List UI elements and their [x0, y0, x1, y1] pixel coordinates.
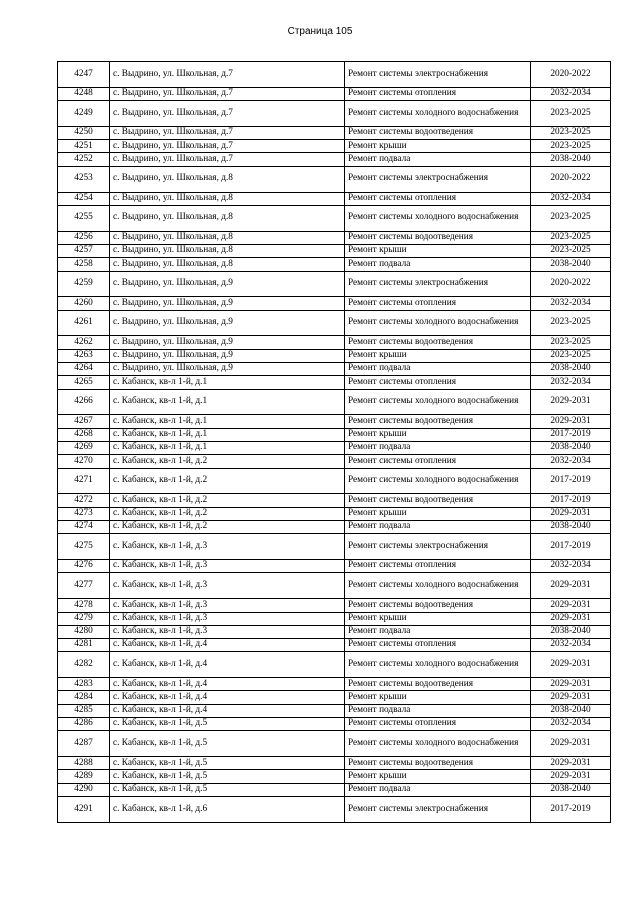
period-cell: 2038-2040 — [531, 153, 611, 166]
table-row — [58, 442, 611, 455]
work-type-cell: Ремонт системы водоотведения — [345, 415, 531, 428]
table-row — [58, 652, 611, 678]
work-type-cell: Ремонт крыши — [345, 507, 531, 520]
table-row — [58, 718, 611, 731]
address-cell: с. Выдрино, ул. Школьная, д.9 — [110, 297, 345, 310]
address-cell: с. Кабанск, кв-л 1-й, д.2 — [110, 455, 345, 468]
period-cell: 2032-2034 — [531, 455, 611, 468]
address-cell: с. Кабанск, кв-л 1-й, д.4 — [110, 639, 345, 652]
table-row — [58, 573, 611, 599]
period-cell: 2023-2025 — [531, 310, 611, 336]
table-row — [58, 494, 611, 507]
work-type-cell: Ремонт подвала — [345, 521, 531, 534]
table-row — [58, 560, 611, 573]
period-cell: 2020-2022 — [531, 62, 611, 88]
work-type-cell: Ремонт системы отопления — [345, 376, 531, 389]
address-cell: с. Выдрино, ул. Школьная, д.8 — [110, 231, 345, 244]
row-number-cell: 4288 — [58, 757, 110, 770]
address-cell: с. Кабанск, кв-л 1-й, д.4 — [110, 691, 345, 704]
row-number-cell: 4285 — [58, 704, 110, 717]
table-row — [58, 101, 611, 127]
row-number-cell: 4278 — [58, 599, 110, 612]
table-row — [58, 205, 611, 231]
row-number-cell: 4274 — [58, 521, 110, 534]
address-cell: с. Кабанск, кв-л 1-й, д.1 — [110, 376, 345, 389]
table-row — [58, 731, 611, 757]
address-cell: с. Кабанск, кв-л 1-й, д.5 — [110, 783, 345, 796]
period-cell: 2029-2031 — [531, 612, 611, 625]
row-number-cell: 4254 — [58, 192, 110, 205]
table-row — [58, 310, 611, 336]
address-cell: с. Выдрино, ул. Школьная, д.9 — [110, 336, 345, 349]
work-type-cell: Ремонт системы водоотведения — [345, 494, 531, 507]
work-type-cell: Ремонт системы электроснабжения — [345, 271, 531, 297]
table-row — [58, 612, 611, 625]
work-type-cell: Ремонт крыши — [345, 428, 531, 441]
work-type-cell: Ремонт системы водоотведения — [345, 757, 531, 770]
row-number-cell: 4267 — [58, 415, 110, 428]
period-cell: 2017-2019 — [531, 428, 611, 441]
period-cell: 2032-2034 — [531, 87, 611, 100]
work-type-cell: Ремонт системы отопления — [345, 639, 531, 652]
row-number-cell: 4284 — [58, 691, 110, 704]
address-cell: с. Выдрино, ул. Школьная, д.7 — [110, 126, 345, 139]
period-cell: 2020-2022 — [531, 166, 611, 192]
table-row — [58, 534, 611, 560]
period-cell: 2029-2031 — [531, 389, 611, 415]
period-cell: 2029-2031 — [531, 757, 611, 770]
address-cell: с. Кабанск, кв-л 1-й, д.5 — [110, 757, 345, 770]
table-row — [58, 468, 611, 494]
address-cell: с. Кабанск, кв-л 1-й, д.2 — [110, 507, 345, 520]
row-number-cell: 4271 — [58, 468, 110, 494]
table-row — [58, 678, 611, 691]
period-cell: 2017-2019 — [531, 494, 611, 507]
period-cell: 2023-2025 — [531, 349, 611, 362]
period-cell: 2029-2031 — [531, 770, 611, 783]
work-type-cell: Ремонт крыши — [345, 244, 531, 257]
address-cell: с. Кабанск, кв-л 1-й, д.2 — [110, 468, 345, 494]
work-type-cell: Ремонт системы отопления — [345, 560, 531, 573]
row-number-cell: 4253 — [58, 166, 110, 192]
work-type-cell: Ремонт системы холодного водоснабжения — [345, 573, 531, 599]
row-number-cell: 4251 — [58, 140, 110, 153]
row-number-cell: 4260 — [58, 297, 110, 310]
address-cell: с. Выдрино, ул. Школьная, д.9 — [110, 310, 345, 336]
work-type-cell: Ремонт крыши — [345, 691, 531, 704]
table-row — [58, 271, 611, 297]
period-cell: 2032-2034 — [531, 718, 611, 731]
period-cell: 2038-2040 — [531, 783, 611, 796]
address-cell: с. Выдрино, ул. Школьная, д.7 — [110, 153, 345, 166]
address-cell: с. Кабанск, кв-л 1-й, д.4 — [110, 678, 345, 691]
row-number-cell: 4281 — [58, 639, 110, 652]
table-row — [58, 625, 611, 638]
work-type-cell: Ремонт системы водоотведения — [345, 336, 531, 349]
row-number-cell: 4277 — [58, 573, 110, 599]
address-cell: с. Кабанск, кв-л 1-й, д.3 — [110, 599, 345, 612]
row-number-cell: 4289 — [58, 770, 110, 783]
row-number-cell: 4264 — [58, 363, 110, 376]
period-cell: 2023-2025 — [531, 126, 611, 139]
row-number-cell: 4259 — [58, 271, 110, 297]
address-cell: с. Выдрино, ул. Школьная, д.8 — [110, 244, 345, 257]
table-row — [58, 231, 611, 244]
period-cell: 2032-2034 — [531, 376, 611, 389]
repair-schedule-table — [57, 61, 611, 823]
period-cell: 2023-2025 — [531, 140, 611, 153]
work-type-cell: Ремонт крыши — [345, 140, 531, 153]
period-cell: 2038-2040 — [531, 625, 611, 638]
work-type-cell: Ремонт системы электроснабжения — [345, 797, 531, 823]
address-cell: с. Кабанск, кв-л 1-й, д.4 — [110, 652, 345, 678]
work-type-cell: Ремонт системы холодного водоснабжения — [345, 652, 531, 678]
period-cell: 2038-2040 — [531, 704, 611, 717]
period-cell: 2023-2025 — [531, 336, 611, 349]
address-cell: с. Выдрино, ул. Школьная, д.7 — [110, 101, 345, 127]
address-cell: с. Кабанск, кв-л 1-й, д.5 — [110, 770, 345, 783]
table-row — [58, 297, 611, 310]
page-number-label: Страница 105 — [287, 26, 353, 37]
table-row — [58, 599, 611, 612]
row-number-cell: 4262 — [58, 336, 110, 349]
row-number-cell: 4258 — [58, 258, 110, 271]
address-cell: с. Выдрино, ул. Школьная, д.8 — [110, 205, 345, 231]
work-type-cell: Ремонт системы холодного водоснабжения — [345, 468, 531, 494]
period-cell: 2023-2025 — [531, 244, 611, 257]
address-cell: с. Кабанск, кв-л 1-й, д.3 — [110, 612, 345, 625]
work-type-cell: Ремонт подвала — [345, 258, 531, 271]
address-cell: с. Выдрино, ул. Школьная, д.9 — [110, 349, 345, 362]
row-number-cell: 4249 — [58, 101, 110, 127]
address-cell: с. Выдрино, ул. Школьная, д.7 — [110, 62, 345, 88]
work-type-cell: Ремонт системы водоотведения — [345, 126, 531, 139]
address-cell: с. Кабанск, кв-л 1-й, д.1 — [110, 442, 345, 455]
address-cell: с. Кабанск, кв-л 1-й, д.5 — [110, 718, 345, 731]
table-row — [58, 521, 611, 534]
row-number-cell: 4290 — [58, 783, 110, 796]
table-row — [58, 507, 611, 520]
address-cell: с. Выдрино, ул. Школьная, д.7 — [110, 140, 345, 153]
address-cell: с. Кабанск, кв-л 1-й, д.2 — [110, 494, 345, 507]
period-cell: 2029-2031 — [531, 652, 611, 678]
row-number-cell: 4268 — [58, 428, 110, 441]
period-cell: 2038-2040 — [531, 442, 611, 455]
period-cell: 2023-2025 — [531, 205, 611, 231]
address-cell: с. Кабанск, кв-л 1-й, д.6 — [110, 797, 345, 823]
table-row — [58, 258, 611, 271]
period-cell: 2017-2019 — [531, 534, 611, 560]
table-row — [58, 87, 611, 100]
table-row — [58, 639, 611, 652]
period-cell: 2029-2031 — [531, 731, 611, 757]
table-row — [58, 691, 611, 704]
work-type-cell: Ремонт системы холодного водоснабжения — [345, 731, 531, 757]
period-cell: 2017-2019 — [531, 468, 611, 494]
table-row — [58, 363, 611, 376]
table-row — [58, 166, 611, 192]
row-number-cell: 4248 — [58, 87, 110, 100]
work-type-cell: Ремонт системы холодного водоснабжения — [345, 310, 531, 336]
table-row — [58, 783, 611, 796]
work-type-cell: Ремонт крыши — [345, 349, 531, 362]
period-cell: 2020-2022 — [531, 271, 611, 297]
table-row — [58, 62, 611, 88]
work-type-cell: Ремонт системы водоотведения — [345, 678, 531, 691]
work-type-cell: Ремонт системы отопления — [345, 192, 531, 205]
work-type-cell: Ремонт системы отопления — [345, 455, 531, 468]
work-type-cell: Ремонт системы отопления — [345, 297, 531, 310]
work-type-cell: Ремонт системы электроснабжения — [345, 166, 531, 192]
row-number-cell: 4247 — [58, 62, 110, 88]
row-number-cell: 4280 — [58, 625, 110, 638]
row-number-cell: 4291 — [58, 797, 110, 823]
table-body — [58, 62, 611, 823]
work-type-cell: Ремонт системы водоотведения — [345, 599, 531, 612]
work-type-cell: Ремонт системы водоотведения — [345, 231, 531, 244]
address-cell: с. Кабанск, кв-л 1-й, д.1 — [110, 415, 345, 428]
row-number-cell: 4255 — [58, 205, 110, 231]
table-row — [58, 192, 611, 205]
work-type-cell: Ремонт подвала — [345, 625, 531, 638]
row-number-cell: 4276 — [58, 560, 110, 573]
table-row — [58, 376, 611, 389]
period-cell: 2038-2040 — [531, 363, 611, 376]
row-number-cell: 4272 — [58, 494, 110, 507]
work-type-cell: Ремонт системы холодного водоснабжения — [345, 205, 531, 231]
work-type-cell: Ремонт системы отопления — [345, 87, 531, 100]
work-type-cell: Ремонт крыши — [345, 770, 531, 783]
period-cell: 2029-2031 — [531, 678, 611, 691]
address-cell: с. Кабанск, кв-л 1-й, д.2 — [110, 521, 345, 534]
row-number-cell: 4279 — [58, 612, 110, 625]
address-cell: с. Кабанск, кв-л 1-й, д.4 — [110, 704, 345, 717]
period-cell: 2017-2019 — [531, 797, 611, 823]
table-row — [58, 757, 611, 770]
row-number-cell: 4269 — [58, 442, 110, 455]
address-cell: с. Кабанск, кв-л 1-й, д.3 — [110, 625, 345, 638]
address-cell: с. Кабанск, кв-л 1-й, д.3 — [110, 534, 345, 560]
table-row — [58, 455, 611, 468]
row-number-cell: 4252 — [58, 153, 110, 166]
table-row — [58, 349, 611, 362]
address-cell: с. Кабанск, кв-л 1-й, д.1 — [110, 428, 345, 441]
work-type-cell: Ремонт подвала — [345, 704, 531, 717]
period-cell: 2032-2034 — [531, 297, 611, 310]
period-cell: 2029-2031 — [531, 599, 611, 612]
row-number-cell: 4263 — [58, 349, 110, 362]
row-number-cell: 4273 — [58, 507, 110, 520]
work-type-cell: Ремонт подвала — [345, 783, 531, 796]
work-type-cell: Ремонт системы электроснабжения — [345, 62, 531, 88]
table-row — [58, 797, 611, 823]
row-number-cell: 4250 — [58, 126, 110, 139]
address-cell: с. Кабанск, кв-л 1-й, д.1 — [110, 389, 345, 415]
table-row — [58, 704, 611, 717]
period-cell: 2023-2025 — [531, 101, 611, 127]
table-row — [58, 415, 611, 428]
period-cell: 2032-2034 — [531, 639, 611, 652]
table-row — [58, 153, 611, 166]
period-cell: 2038-2040 — [531, 258, 611, 271]
table-row — [58, 126, 611, 139]
work-type-cell: Ремонт системы отопления — [345, 718, 531, 731]
period-cell: 2029-2031 — [531, 573, 611, 599]
address-cell: с. Выдрино, ул. Школьная, д.7 — [110, 87, 345, 100]
work-type-cell: Ремонт системы холодного водоснабжения — [345, 389, 531, 415]
row-number-cell: 4283 — [58, 678, 110, 691]
row-number-cell: 4286 — [58, 718, 110, 731]
work-type-cell: Ремонт крыши — [345, 612, 531, 625]
period-cell: 2023-2025 — [531, 231, 611, 244]
table-row — [58, 244, 611, 257]
work-type-cell: Ремонт системы холодного водоснабжения — [345, 101, 531, 127]
work-type-cell: Ремонт системы электроснабжения — [345, 534, 531, 560]
period-cell: 2038-2040 — [531, 521, 611, 534]
address-cell: с. Выдрино, ул. Школьная, д.9 — [110, 271, 345, 297]
row-number-cell: 4270 — [58, 455, 110, 468]
row-number-cell: 4265 — [58, 376, 110, 389]
table-row — [58, 428, 611, 441]
row-number-cell: 4282 — [58, 652, 110, 678]
address-cell: с. Кабанск, кв-л 1-й, д.5 — [110, 731, 345, 757]
row-number-cell: 4287 — [58, 731, 110, 757]
table-row — [58, 389, 611, 415]
row-number-cell: 4257 — [58, 244, 110, 257]
address-cell: с. Выдрино, ул. Школьная, д.8 — [110, 166, 345, 192]
row-number-cell: 4261 — [58, 310, 110, 336]
row-number-cell: 4256 — [58, 231, 110, 244]
table-row — [58, 140, 611, 153]
address-cell: с. Выдрино, ул. Школьная, д.9 — [110, 363, 345, 376]
period-cell: 2029-2031 — [531, 691, 611, 704]
period-cell: 2032-2034 — [531, 560, 611, 573]
row-number-cell: 4275 — [58, 534, 110, 560]
address-cell: с. Кабанск, кв-л 1-й, д.3 — [110, 573, 345, 599]
address-cell: с. Выдрино, ул. Школьная, д.8 — [110, 192, 345, 205]
period-cell: 2032-2034 — [531, 192, 611, 205]
address-cell: с. Кабанск, кв-л 1-й, д.3 — [110, 560, 345, 573]
table-row — [58, 770, 611, 783]
work-type-cell: Ремонт подвала — [345, 442, 531, 455]
table-row — [58, 336, 611, 349]
address-cell: с. Выдрино, ул. Школьная, д.8 — [110, 258, 345, 271]
work-type-cell: Ремонт подвала — [345, 363, 531, 376]
period-cell: 2029-2031 — [531, 507, 611, 520]
period-cell: 2029-2031 — [531, 415, 611, 428]
row-number-cell: 4266 — [58, 389, 110, 415]
work-type-cell: Ремонт подвала — [345, 153, 531, 166]
